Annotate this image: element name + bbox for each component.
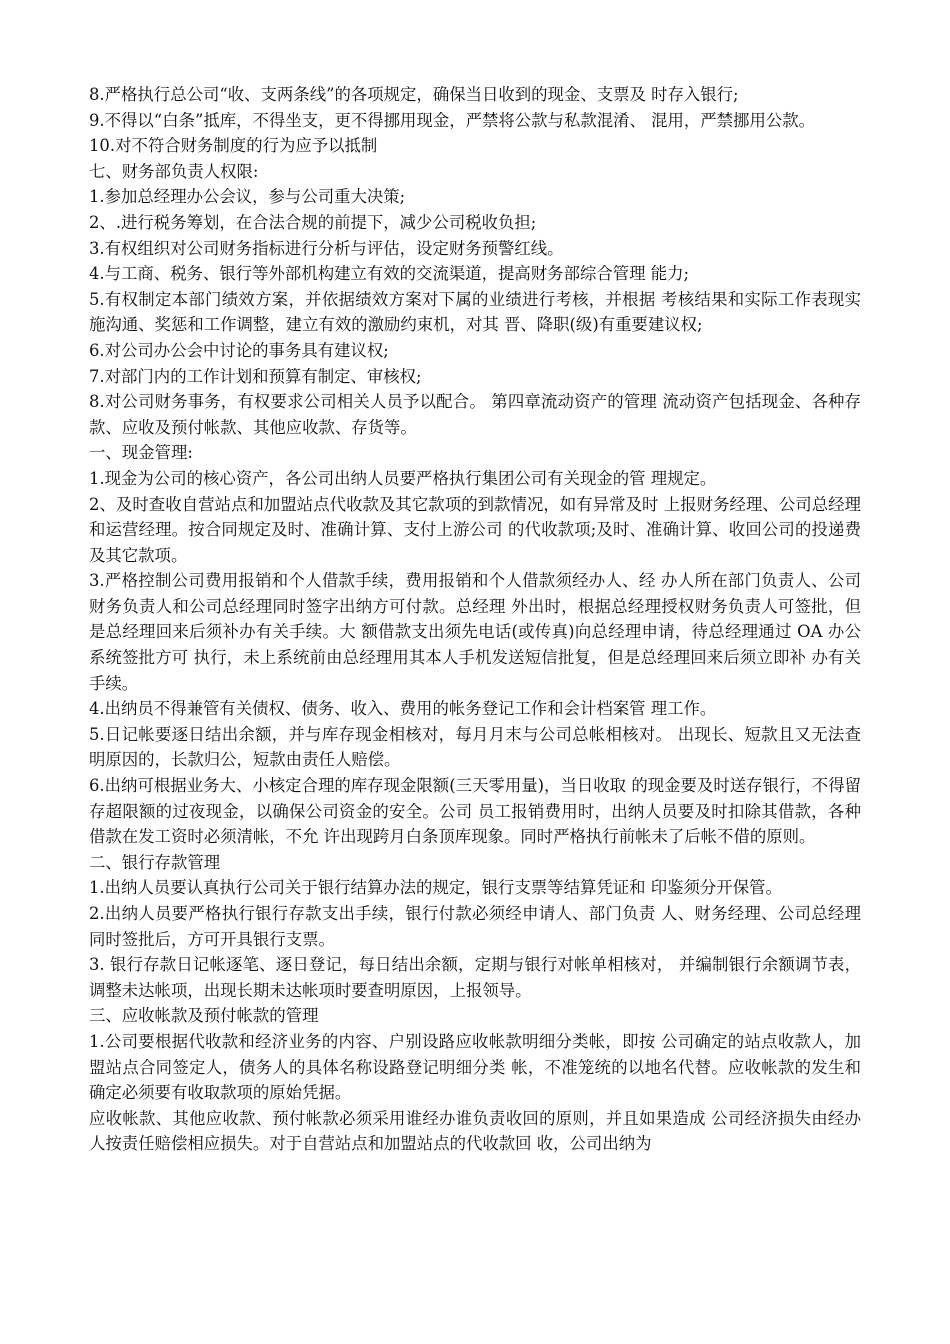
paragraph: 1.公司要根据代收款和经济业务的内容、户别设路应收帐款明细分类帐，即按 公司确定的站点收款人，加盟站点合同签定人，债务人的具体名称设路登记明细分类 帐，不准笼统的以地名代替。应收帐款的发生和确定必须要有收取款项的原始凭据。 [89, 1031, 861, 1103]
paragraph: 2.出纳人员要严格执行银行存款支出手续，银行付款必须经申请人、部门负责 人、财务经理、公司总经理同时签批后，方可开具银行支票。 [89, 904, 861, 949]
paragraph: 6.对公司办公会中讨论的事务具有建议权; [89, 340, 389, 360]
section-heading: 一、现金管理: [89, 443, 193, 463]
paragraph: 6.出纳可根据业务大、小核定合理的库存现金限额(三天零用量)，当日收取 的现金要及时送存银行，不得留存超限额的过夜现金，以确保公司资金的安全。公司 员工报销费用时，出纳人员要及时扣除其借款，各种借款在发工资时必须清帐，不允 许出现跨月白条顶库现象。同时严格执行前帐未了后帐不借的原则。 [89, 776, 861, 847]
section-heading: 二、银行存款管理 [89, 852, 221, 872]
paragraph: 10.对不符合财务制度的行为应予以抵制 [89, 136, 378, 156]
paragraph: 1.出纳人员要认真执行公司关于银行结算办法的规定，银行支票等结算凭证和 印鉴须分开保管。 [89, 878, 782, 898]
paragraph: 3. 银行存款日记帐逐笔、逐日登记，每日结出余额，定期与银行对帐单相核对， 并编制银行余额调节表，调整未达帐项，出现长期未达帐项时要查明原因，上报领导。 [89, 955, 861, 1000]
document-body [89, 82, 861, 1157]
paragraph: 9.不得以“白条”抵库，不得坐支，更不得挪用现金，严禁将公款与私款混淆、 混用，严禁挪用公款。 [89, 110, 816, 130]
paragraph: 2、及时查收自营站点和加盟站点代收款及其它款项的到款情况，如有异常及时 上报财务经理、公司总经理和运营经理。按合同规定及时、准确计算、支付上游公司 的代收款项;及时、准确计算、收回公司的投递费及其它款项。 [89, 494, 861, 565]
paragraph: 5.有权制定本部门绩效方案，并依据绩效方案对下属的业绩进行考核，并根据 考核结果和实际工作表现实施沟通、奖惩和工作调整，建立有效的激励约束机，对其 晋、降职(级)有重要建议权; [89, 289, 861, 335]
section-heading: 七、财务部负责人权限: [89, 161, 259, 181]
paragraph: 1.参加总经理办公会议，参与公司重大决策; [89, 187, 406, 207]
paragraph: 应收帐款、其他应收款、预付帐款必须采用谁经办谁负责收回的原则，并且如果造成 公司经济损失由经办人按责任赔偿相应损失。对于自营站点和加盟站点的代收款回 收，公司出纳为 [89, 1108, 861, 1154]
section-heading: 三、应收帐款及预付帐款的管理 [89, 1006, 319, 1026]
paragraph: 4.出纳员不得兼管有关债权、债务、收入、费用的帐务登记工作和会计档案管 理工作。 [89, 699, 717, 719]
paragraph: 7.对部门内的工作计划和预算有制定、审核权; [89, 366, 422, 386]
paragraph: 2、.进行税务筹划，在合法合规的前提下，减少公司税收负担; [89, 212, 537, 232]
paragraph: 5.日记帐要逐日结出余额，并与库存现金相核对，每月月末与公司总帐相核对。 出现长、短款且又无法查明原因的，长款归公，短款由责任人赔偿。 [89, 724, 861, 770]
paragraph: 8.对公司财务事务，有权要求公司相关人员予以配合。 第四章流动资产的管理 流动资产包括现金、各种存款、应收及预付帐款、其他应收款、存货等。 [89, 392, 861, 437]
paragraph: 3.有权组织对公司财务指标进行分析与评估，设定财务预警红线。 [89, 238, 564, 258]
paragraph: 8.严格执行总公司“收、支两条线”的各项规定，确保当日收到的现金、支票及 时存入银行; [89, 85, 739, 104]
paragraph: 1.现金为公司的核心资产，各公司出纳人员要严格执行集团公司有关现金的管 理规定。 [89, 468, 717, 488]
paragraph: 3.严格控制公司费用报销和个人借款手续，费用报销和个人借款须经办人、经 办人所在部门负责人、公司财务负责人和公司总经理同时签字出纳方可付款。总经理 外出时，根据总经理授权财务负责人可签批，但是总经理回来后须补办有关手续。大 额借款支出须先电话(或传真)向总经理申请，待总经理通过 OA 办公系统签批方可 执行，未上系统前由总经理用其本人手机发送短信批复，但是总经理回来后须立即补 办有关手续。 [89, 571, 861, 693]
paragraph: 4.与工商、税务、银行等外部机构建立有效的交流渠道，提高财务部综合管理 能力; [89, 264, 690, 284]
